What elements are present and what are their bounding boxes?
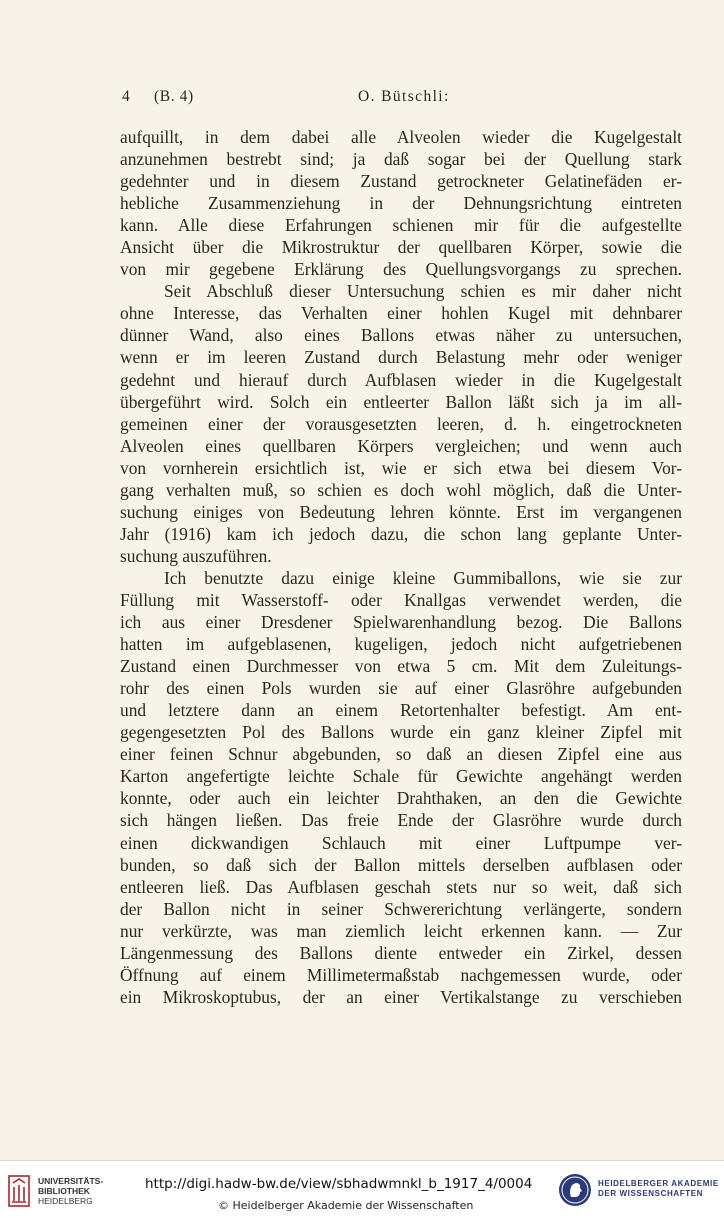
page-number: 4 xyxy=(122,88,131,105)
text-line: bunden, so daß sich der Ballon mittels derselben aufblasen oder xyxy=(120,854,682,875)
text-line: von mir gegebene Erklärung des Quellungsvorgangs zu sprechen. xyxy=(120,259,682,280)
text-line: gedehnt und hierauf durch Aufblasen wieder in die Kugelgestalt xyxy=(120,369,682,390)
text-line: gedehnter und in diesem Zustand getrockneter Gelatinefäden er- xyxy=(120,171,682,192)
text-line: dünner Wand, also eines Ballons etwas näher zu untersuchen, xyxy=(120,325,682,346)
text-line: hatten im aufgeblasenen, kugeligen, jedoch nicht aufgetriebenen xyxy=(120,634,682,655)
text-line: von vornherein ersichtlich ist, wie er sich etwa bei diesem Vor- xyxy=(120,457,682,478)
text-line: gemeinen einer der vorausgesetzten leeren, d. h. eingetrockneten xyxy=(120,413,682,434)
academy-line-2: DER WISSENSCHAFTEN xyxy=(598,1189,704,1198)
text-line: sich hängen ließen. Das freie Ende der Glasröhre wurde durch xyxy=(120,810,682,831)
library-line-1: UNIVERSITÄTS- xyxy=(38,1176,104,1186)
text-line: Füllung mit Wasserstoff- oder Knallgas verwendet werden, die xyxy=(120,589,682,610)
text-line: Karton angefertigte leichte Schale für Gewichte angehängt werden xyxy=(120,766,682,787)
text-line: Ansicht über die Mikrostruktur der quellbaren Körper, sowie die xyxy=(120,237,682,258)
text-line: entleeren ließ. Das Aufblasen geschah stets nur so weit, daß sich xyxy=(120,876,682,897)
text-line: Ich benutzte dazu einige kleine Gummiballons, wie sie zur xyxy=(164,567,682,588)
text-line: anzunehmen bestrebt sind; ja daß sogar bei der Quellung stark xyxy=(120,149,682,170)
text-line: einer feinen Schnur abgebunden, so daß an diesen Zipfel eine aus xyxy=(120,744,682,765)
text-line: Seit Abschluß dieser Untersuchung schien es mir daher nicht xyxy=(164,281,682,302)
text-line: Jahr (1916) kam ich jedoch dazu, die schon lang geplante Unter- xyxy=(120,523,682,544)
library-line-3: HEIDELBERG xyxy=(38,1196,93,1206)
academy-label xyxy=(598,1179,719,1199)
text-line: suchung auszuführen. xyxy=(120,545,272,566)
text-line: einen dickwandigen Schlauch mit einer Luftpumpe ver- xyxy=(120,832,682,853)
text-line: gegengesetzten Pol des Ballons wurde ein ganz kleiner Zipfel mit xyxy=(120,722,682,743)
text-line: nur verkürzte, was man ziemlich leicht erkennen kann. — Zur xyxy=(120,920,682,941)
text-line: Alveolen eines quellbaren Körpers vergleichen; und wenn auch xyxy=(120,435,682,456)
text-line: der Ballon nicht in seiner Schwererichtung verlängerte, sondern xyxy=(120,898,682,919)
text-line: übergeführt wird. Solch ein entleerter Ballon läßt sich ja im all- xyxy=(120,391,682,412)
copyright-notice: © Heidelberger Akademie der Wissenschaften xyxy=(218,1199,474,1212)
text-line: konnte, oder auch ein leichter Drahthaken, an den die Gewichte xyxy=(120,788,682,809)
section-reference: (B. 4) xyxy=(154,88,194,105)
body-text xyxy=(120,126,682,1008)
footer-bar xyxy=(0,1160,724,1218)
university-library-logo-icon xyxy=(8,1175,30,1207)
permalink-url[interactable]: http://digi.hadw-bw.de/view/sbhadwmnkl_b_1917_4/0004 xyxy=(145,1176,533,1192)
text-line: suchung einiges von Bedeutung lehren könnte. Erst im vergangenen xyxy=(120,501,682,522)
academy-seal-icon xyxy=(558,1173,592,1207)
text-line: ohne Interesse, das Verhalten einer hohlen Kugel mit dehnbarer xyxy=(120,303,682,324)
text-line: Längenmessung des Ballons diente entweder ein Zirkel, dessen xyxy=(120,942,682,963)
text-line: hebliche Zusammenziehung in der Dehnungsrichtung eintreten xyxy=(120,193,682,214)
library-line-2: BIBLIOTHEK xyxy=(38,1186,90,1196)
text-line: ich aus einer Dresdener Spielwarenhandlung bezog. Die Ballons xyxy=(120,612,682,633)
running-header xyxy=(122,88,682,110)
text-line: Öffnung auf einem Millimetermaßstab nachgemessen wurde, oder xyxy=(120,964,682,985)
text-line: gang verhalten muß, so schien es doch wohl möglich, daß die Unter- xyxy=(120,479,682,500)
academy-line-1: HEIDELBERGER AKADEMIE xyxy=(598,1179,719,1188)
text-line: aufquillt, in dem dabei alle Alveolen wieder die Kugelgestalt xyxy=(120,127,682,147)
text-line: Zustand einen Durchmesser von etwa 5 cm. Mit dem Zuleitungs- xyxy=(120,656,682,677)
author-name: O. Bütschli: xyxy=(358,88,450,105)
text-line: rohr des einen Pols wurden sie auf einer Glasröhre aufgebunden xyxy=(120,678,682,699)
text-line: ein Mikroskoptubus, der an einer Vertikalstange zu verschieben xyxy=(120,986,682,1007)
text-line: und letztere dann an einem Retortenhalter befestigt. Am ent- xyxy=(120,700,682,721)
text-line: kann. Alle diese Erfahrungen schienen mir für die aufgestellte xyxy=(120,215,682,236)
text-line: wenn er im leeren Zustand durch Belastung mehr oder weniger xyxy=(120,347,682,368)
university-library-label xyxy=(38,1176,103,1206)
